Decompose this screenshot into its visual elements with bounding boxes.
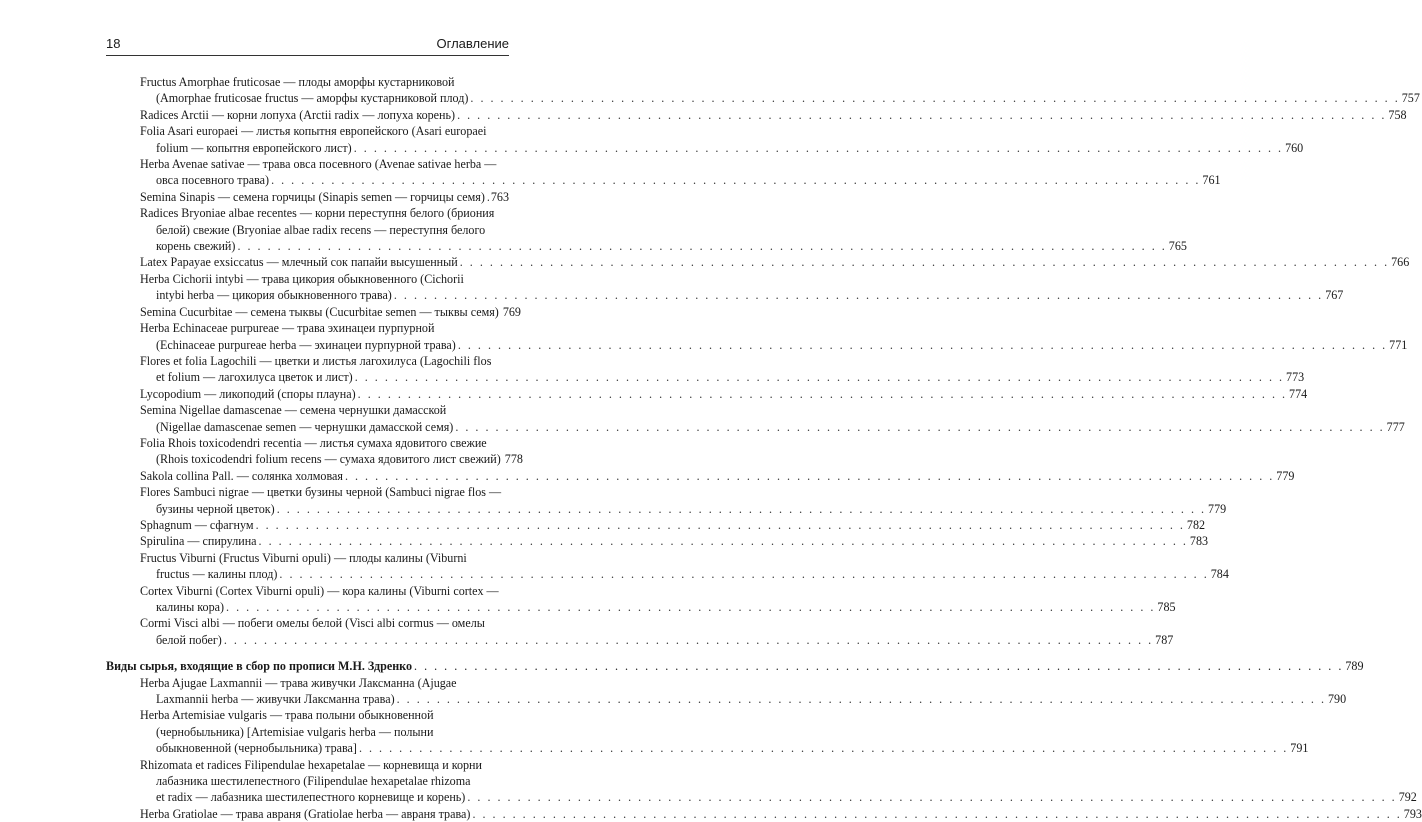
dot-leader: . . . . . . . . . . . . . . . . . . . . . . . . . . . . . . . . . . . . . . . . . . . . . . . . . . . . . . . . . . . . . . . . . . . . . . . . . . . . . . . . . . . . . . . . . . . . . xyxy=(358,741,1289,756)
toc-entry-page: 785 xyxy=(1157,600,1176,614)
toc-entry-last-line xyxy=(106,533,1209,549)
toc-entry-text: Laxmannii herba — живучки Лаксманна трава) xyxy=(156,692,395,707)
toc-entry[interactable] xyxy=(106,468,1295,484)
dot-leader: . . . . . . . . . . . . . . . . . . . . . . . . . . . . . . . . . . . . . . . . . . . . . . . . . . . . . . . . . . . . . . . . . . . . . . . . . . . . . . . . . . . . . . . . . . . . . xyxy=(393,288,1324,303)
toc-entry[interactable] xyxy=(106,107,1407,123)
toc-entry-line: Folia Asari europaei — листья копытня европейского (Asari europaei xyxy=(140,124,487,139)
toc-entry-last-line xyxy=(106,90,1420,106)
section-title: Оглавление xyxy=(436,36,509,51)
toc-entry-last-line xyxy=(106,468,1295,484)
toc-entry-page: 765 xyxy=(1168,239,1187,254)
toc-entry-last-line xyxy=(106,566,1229,582)
toc-entry[interactable] xyxy=(106,74,1420,107)
dot-leader: . . . . . . . . . . . . . . . . . . . . . . . . . . . . . . . . . . . . . . . . . . . . . . . . . . . . . . . . . . . . . . . . . . . . . . . . . . . . . . . . . . . . . . . . . . . . . xyxy=(357,386,1288,401)
toc-entry-last-line xyxy=(106,238,1187,254)
toc-entry-text: (Rhois toxicodendri folium recens — сумаха ядовитого лист свежий) xyxy=(156,452,501,467)
toc-entry[interactable] xyxy=(106,353,1305,386)
toc-entry[interactable] xyxy=(106,484,1227,517)
toc-entry-page: 763 xyxy=(490,189,509,204)
toc-entry-page: 791 xyxy=(1290,741,1309,756)
toc-entry-text: (Echinaceae purpureae herba — эхинацеи пурпурной трава) xyxy=(156,337,456,352)
toc-entry-page: 779 xyxy=(1208,501,1227,516)
group-page: 789 xyxy=(1345,659,1364,674)
toc-entry-text: Spirulina — спирулина xyxy=(140,534,257,549)
toc-entry[interactable] xyxy=(106,583,1176,616)
toc-entry[interactable] xyxy=(106,675,1347,708)
toc-entry[interactable] xyxy=(106,517,1206,533)
toc-entry-text: et radix — лабазника шестилепестного корневище и корень) xyxy=(156,790,466,805)
toc-entry-last-line xyxy=(106,691,1347,707)
toc-entry-line: Herba Artemisiae vulgaris — трава полыни обыкновенной xyxy=(140,708,434,723)
toc-entry-last-line xyxy=(106,501,1227,517)
dot-leader: . . . . . . . . . . . . . . . . . . . . . . . . . . . . . . . . . . . . . . . . . . . . . . . . . . . . . . . . . . . . . . . . . . . . . . . . . . . . . . . . . . . . . . . . . . . . . xyxy=(344,468,1275,483)
table-of-contents xyxy=(106,74,1422,822)
toc-entry-last-line xyxy=(106,451,523,467)
toc-entry-text: Semina Cucurbitae — семена тыквы (Cucurbitae semen — тыквы семя) xyxy=(140,304,499,319)
toc-entry-line: белой) свежие (Bryoniae albae radix recens — переступня белого xyxy=(156,222,486,237)
toc-entry-page: 782 xyxy=(1186,517,1206,532)
dot-leader: . . . . . . . . . . . . . . . . . . . . . . . . . . . . . . . . . . . . . . . . . . . . . . . . . . . . . . . . . . . . . . . . . . . . . . . . . . . . . . . . . . . . . . . . . . . . . xyxy=(279,567,1209,582)
toc-entry-text: (Nigellae damascenae semen — чернушки дамасской семя) xyxy=(156,419,454,434)
toc-entry-last-line xyxy=(106,386,1308,402)
dot-leader: . . . . . . . . . . . . . . . . . . . . . . . . . . . . . . . . . . . . . . . . . . . . . . . . . . . . . . . . . . . . . . . . . . . . . . . . . . . . . . . . . . . . . . . . . . . . . xyxy=(470,91,1400,106)
toc-entry-line: Herba Cichorii intybi — трава цикория обыкновенного (Cichorii xyxy=(140,271,464,286)
toc-entry[interactable] xyxy=(106,533,1209,549)
dot-leader: . . . . . . . . . . . . . . . . . . . . . . . . . . . . . . . . . . . . . . . . . . . . . . . . . . . . . . . . . . . . . . . . . . . . . . . . . . . . . . . . . . . . . . . . . . . . . xyxy=(414,659,1344,674)
toc-entry-page: 787 xyxy=(1155,632,1174,647)
toc-entry-line: Radices Bryoniae albae recentes — корни переступня белого (бриония xyxy=(140,206,495,221)
toc-entry[interactable] xyxy=(106,615,1174,648)
toc-entry-page: 766 xyxy=(1391,255,1410,270)
toc-entry-text: Latex Papayae exsiccatus — млечный сок папайи высушенный xyxy=(140,255,458,270)
toc-entry-page: 777 xyxy=(1386,419,1405,434)
toc-entry-text: Sakola collina Pall. — солянка холмовая xyxy=(140,468,343,483)
toc-entry-line: Flores et folia Lagochili — цветки и листья лагохилуса (Lagochili flos xyxy=(140,353,492,368)
toc-entry-last-line xyxy=(106,337,1408,353)
toc-entry-page: 767 xyxy=(1325,288,1344,303)
toc-entry-line: лабазника шестилепестного (Filipendulae hexapetalae rhizoma xyxy=(156,774,471,789)
toc-entry-last-line xyxy=(106,304,521,320)
toc-entry[interactable] xyxy=(106,435,523,468)
toc-entry-last-line xyxy=(106,599,1176,615)
toc-entry-page: 778 xyxy=(504,452,523,467)
toc-entry-text: folium — копытня европейского лист) xyxy=(156,140,352,155)
toc-entry-last-line xyxy=(106,419,1405,435)
toc-entry-last-line xyxy=(106,740,1309,756)
toc-group-heading[interactable] xyxy=(106,658,1364,674)
toc-entry-last-line xyxy=(106,140,1304,156)
toc-entry-line: Rhizomata et radices Filipendulae hexapetalae — корневища и корни xyxy=(140,757,482,772)
toc-entry[interactable] xyxy=(106,386,1308,402)
toc-entry-line: Folia Rhois toxicodendri recentia — листья сумаха ядовитого свежие xyxy=(140,435,487,450)
dot-leader: . . . . . . . . . . . . . . . . . . . . . . . . . . . . . . . . . . . . . . . . . . . . . . . . . . . . . . . . . . . . . . . . . . . . . . . . . . . . . . . . . . . . . . . . . . . . . xyxy=(455,419,1385,434)
dot-leader: . . . . . . . . . . . . . . . . . . . . . . . . . . . . . . . . . . . . . . . . . . . . . . . . . . . . . . . . . . . . . . . . . . . . . . . . . . . . . . . . . . . . . . . . . . . . . xyxy=(459,255,1390,270)
toc-entry-last-line xyxy=(106,172,1221,188)
toc-entry-text: корень свежий) xyxy=(156,239,236,254)
toc-entry-line: Cortex Viburni (Cortex Viburni opuli) — кора калины (Viburni cortex — xyxy=(140,583,499,598)
dot-leader: . . . . . . . . . . . . . . . . . . . . . . . . . . . . . . . . . . . . . . . . . . . . . . . . . . . . . . . . . . . . . . . . . . . . . . . . . . . . . . . . . . . . . . . . . . . . . xyxy=(457,337,1388,352)
dot-leader: . . . . . . . . . . . . . . . . . . . . . . . . . . . . . . . . . . . . . . . . . . . . . . . . . . . . . . . . . . . . . . . . . . . . . . . . . . . . . . . . . . . . . . . . . . . . . xyxy=(226,600,1156,614)
toc-entry-text: овса посевного трава) xyxy=(156,173,270,188)
toc-entry-last-line xyxy=(106,107,1407,123)
toc-entry-last-line xyxy=(106,806,1422,822)
toc-entry[interactable] xyxy=(106,189,509,205)
toc-entry[interactable] xyxy=(106,304,521,320)
toc-entry-line: (чернобыльника) [Artemisiae vulgaris herba — полыни xyxy=(156,724,434,739)
toc-entry-text: intybi herba — цикория обыкновенного трава) xyxy=(156,288,392,303)
toc-entries xyxy=(106,74,1420,648)
toc-group-entries xyxy=(106,675,1422,822)
toc-entry-last-line xyxy=(106,189,509,205)
dot-leader: . . . . . . . . . . . . . . . . . . . . . . . . . . . . . . . . . . . . . . . . . . . . . . . . . . . . . . . . . . . . . . . . . . . . . . . . . . . . . . . . . . . . . . . . . . . . . xyxy=(472,806,1402,821)
toc-entry-page: 773 xyxy=(1286,370,1305,385)
dot-leader: . . . . . . . . . . . . . . . . . . . . . . . . . . . . . . . . . . . . . . . . . . . . . . . . . . . . . . . . . . . . . . . . . . . . . . . . . . . . . . . . . . . . . . . . . . . . . xyxy=(258,534,1188,549)
dot-leader xyxy=(487,189,489,205)
toc-entry-page: 761 xyxy=(1202,173,1221,188)
toc-entry-last-line xyxy=(106,632,1174,648)
toc-entry-text: калины кора) xyxy=(156,600,225,614)
toc-entry-last-line xyxy=(106,287,1344,303)
toc-entry-line: Semina Nigellae damascenae — семена чернушки дамасской xyxy=(140,403,447,418)
dot-leader: . . . . . . . . . . . . . . . . . . . . . . . . . . . . . . . . . . . . . . . . . . . . . . . . . . . . . . . . . . . . . . . . . . . . . . . . . . . . . . . . . . . . . . . . . . . . . xyxy=(467,790,1397,805)
toc-entry-page: 793 xyxy=(1403,806,1422,821)
running-header xyxy=(106,36,509,54)
toc-entry-page: 784 xyxy=(1210,567,1229,582)
toc-entry-line: Herba Ajugae Laxmannii — трава живучки Лаксманна (Ajugae xyxy=(140,675,457,690)
toc-entry-line: Fructus Amorphae fruticosae — плоды аморфы кустарниковой xyxy=(140,75,455,89)
toc-entry-line: Herba Echinaceae purpureae — трава эхинацеи пурпурной xyxy=(140,321,435,336)
toc-entry-page: 757 xyxy=(1401,91,1420,106)
toc-entry-text: Sphagnum — сфагнум xyxy=(140,517,254,532)
dot-leader: . . . . . . . . . . . . . . . . . . . . . . . . . . . . . . . . . . . . . . . . . . . . . . . . . . . . . . . . . . . . . . . . . . . . . . . . . . . . . . . . . . . . . . . . . . . . . xyxy=(396,692,1326,707)
toc-entry-text: обыкновенной (чернобыльника) трава] xyxy=(156,741,357,756)
toc-entry-line: Herba Avenae sativae — трава овса посевного (Avenae sativae herba — xyxy=(140,157,497,172)
toc-entry-text: бузины черной цветок) xyxy=(156,501,275,516)
toc-entry-text: Herba Gratiolae — трава авраня (Gratiolae herba — авраня трава) xyxy=(140,806,471,821)
header-rule xyxy=(106,55,509,56)
toc-entry-line: Fructus Viburni (Fructus Viburni opuli) — плоды калины (Viburni xyxy=(140,550,467,565)
toc-entry[interactable] xyxy=(106,757,1417,806)
dot-leader: . . . . . . . . . . . . . . . . . . . . . . . . . . . . . . . . . . . . . . . . . . . . . . . . . . . . . . . . . . . . . . . . . . . . . . . . . . . . . . . . . . . . . . . . . . . . . xyxy=(353,140,1284,155)
toc-entry[interactable] xyxy=(106,806,1422,822)
dot-leader: . . . . . . . . . . . . . . . . . . . . . . . . . . . . . . . . . . . . . . . . . . . . . . . . . . . . . . . . . . . . . . . . . . . . . . . . . . . . . . . . . . . . . . . . . . . . . xyxy=(271,173,1201,188)
group-title: Виды сырья, входящие в сбор по прописи М.Н. Здренко xyxy=(106,659,413,674)
toc-entry-line: Flores Sambuci nigrae — цветки бузины черной (Sambuci nigrae flos — xyxy=(140,485,502,500)
toc-entry[interactable] xyxy=(106,320,1408,353)
dot-leader: . . . . . . . . . . . . . . . . . . . . . . . . . . . . . . . . . . . . . . . . . . . . . . . . . . . . . . . . . . . . . . . . . . . . . . . . . . . . . . . . . . . . . . . . . . . . . xyxy=(354,370,1285,385)
toc-entry-text: et folium — лагохилуса цветок и лист) xyxy=(156,370,353,385)
toc-entry-page: 790 xyxy=(1327,692,1347,707)
toc-entry[interactable] xyxy=(106,254,1410,270)
toc-entry-page: 769 xyxy=(502,304,521,319)
toc-entry-page: 771 xyxy=(1389,337,1408,352)
dot-leader: . . . . . . . . . . . . . . . . . . . . . . . . . . . . . . . . . . . . . . . . . . . . . . . . . . . . . . . . . . . . . . . . . . . . . . . . . . . . . . . . . . . . . . . . . . . . . xyxy=(237,239,1167,254)
toc-entry-last-line xyxy=(106,254,1410,270)
dot-leader: . . . . . . . . . . . . . . . . . . . . . . . . . . . . . . . . . . . . . . . . . . . . . . . . . . . . . . . . . . . . . . . . . . . . . . . . . . . . . . . . . . . . . . . . . . . . . xyxy=(223,632,1154,647)
dot-leader: . . . . . . . . . . . . . . . . . . . . . . . . . . . . . . . . . . . . . . . . . . . . . . . . . . . . . . . . . . . . . . . . . . . . . . . . . . . . . . . . . . . . . . . . . . . . . xyxy=(457,107,1387,122)
toc-entry[interactable] xyxy=(106,707,1309,756)
toc-entry[interactable] xyxy=(106,205,1187,254)
dot-leader: . . . . . . . . . . . . . . . . . . . . . . . . . . . . . . . . . . . . . . . . . . . . . . . . . . . . . . . . . . . . . . . . . . . . . . . . . . . . . . . . . . . . . . . . . . . . . xyxy=(276,501,1207,516)
page-number: 18 xyxy=(106,36,121,51)
dot-leader: . . . . . . . . . . . . . . . . . . . . . . . . . . . . . . . . . . . . . . . . . . . . . . . . . . . . . . . . . . . . . . . . . . . . . . . . . . . . . . . . . . . . . . . . . . . . . xyxy=(255,517,1185,532)
toc-entry-text: fructus — калины плод) xyxy=(156,567,278,582)
toc-entry[interactable] xyxy=(106,550,1229,583)
toc-entry-last-line xyxy=(106,369,1305,385)
toc-entry-page: 783 xyxy=(1189,534,1209,549)
toc-entry-text: Radices Arctii — корни лопуха (Arctii radix — лопуха корень) xyxy=(140,107,456,122)
toc-entry-line: Cormi Visci albi — побеги омелы белой (Visci albi cormus — омелы xyxy=(140,616,485,631)
toc-entry-page: 760 xyxy=(1285,140,1304,155)
toc-entry-page: 758 xyxy=(1388,107,1407,122)
toc-entry-text: Semina Sinapis — семена горчицы (Sinapis semen — горчицы семя) xyxy=(140,189,485,204)
toc-entry-text: Lycopodium — ликоподий (споры плауна) xyxy=(140,386,356,401)
toc-entry-page: 779 xyxy=(1276,468,1295,483)
toc-entry[interactable] xyxy=(106,123,1304,156)
toc-entry[interactable] xyxy=(106,402,1405,435)
toc-entry[interactable] xyxy=(106,271,1344,304)
toc-entry-page: 792 xyxy=(1398,790,1417,805)
toc-entry-last-line xyxy=(106,789,1417,805)
toc-entry-text: белой побег) xyxy=(156,632,222,647)
toc-entry[interactable] xyxy=(106,156,1221,189)
toc-entry-page: 774 xyxy=(1289,386,1308,401)
toc-entry-last-line xyxy=(106,517,1206,533)
toc-entry-text: (Amorphae fruticosae fructus — аморфы кустарниковой плод) xyxy=(156,91,469,106)
